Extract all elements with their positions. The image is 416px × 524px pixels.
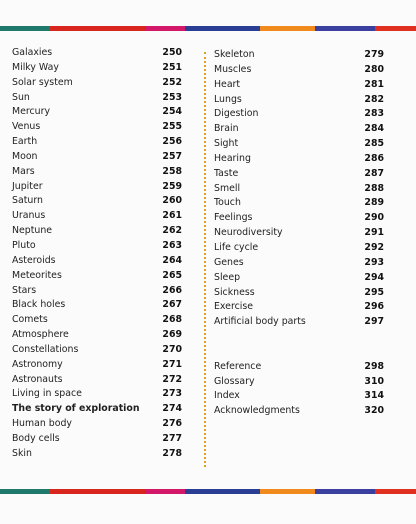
toc-entry-page: 276 xyxy=(162,418,182,430)
toc-entry xyxy=(12,373,182,388)
toc-entry-title: Mercury xyxy=(12,106,51,118)
toc-entry-title: Uranus xyxy=(12,210,46,222)
toc-entry xyxy=(12,387,182,402)
toc-entry-title: Meteorites xyxy=(12,269,62,281)
toc-entry xyxy=(214,152,384,167)
toc-entry-title: Saturn xyxy=(12,195,43,207)
toc-entry-page: 260 xyxy=(162,195,182,207)
toc-entry xyxy=(214,48,384,63)
toc-entry-page: 281 xyxy=(364,78,384,90)
toc-entry xyxy=(12,180,182,195)
toc-entry-page: 291 xyxy=(364,227,384,239)
toc-entry-title: Brain xyxy=(214,123,239,135)
toc-entry xyxy=(12,91,182,106)
toc-entry xyxy=(12,313,182,328)
toc-entry-title: Acknowledgments xyxy=(214,405,300,417)
toc-entry xyxy=(12,254,182,269)
toc-entry xyxy=(12,447,182,462)
toc-entry-title: Stars xyxy=(12,284,37,296)
toc-entry-page: 288 xyxy=(364,182,384,194)
toc-entry-title: Milky Way xyxy=(12,61,59,73)
color-stripe-top xyxy=(0,26,416,31)
toc-entry xyxy=(214,107,384,122)
toc-entry-title: Moon xyxy=(12,150,38,162)
toc-entry-title: Neptune xyxy=(12,225,53,237)
toc-entry-page: 293 xyxy=(364,256,384,268)
toc-entry-page: 298 xyxy=(364,360,384,372)
toc-entry xyxy=(214,211,384,226)
toc-entry-title: Earth xyxy=(12,136,38,148)
toc-entry xyxy=(12,328,182,343)
toc-entry-page: 258 xyxy=(162,165,182,177)
stripe-segment xyxy=(145,26,185,31)
toc-entry xyxy=(12,61,182,76)
stripe-segment xyxy=(260,489,315,494)
toc-entry-title: Life cycle xyxy=(214,241,259,253)
toc-entry xyxy=(12,358,182,373)
toc-entry-page: 289 xyxy=(364,197,384,209)
toc-entry xyxy=(214,167,384,182)
toc-entry-title: Hearing xyxy=(214,152,251,164)
toc-entry-page: 280 xyxy=(364,63,384,75)
toc-entry-page: 259 xyxy=(162,180,182,192)
toc-entry-page: 294 xyxy=(364,271,384,283)
toc-entry-title: Exercise xyxy=(214,301,254,313)
toc-entry-page: 286 xyxy=(364,152,384,164)
toc-entry xyxy=(12,209,182,224)
toc-entry xyxy=(12,194,182,209)
stripe-segment xyxy=(0,26,50,31)
toc-entry-page: 257 xyxy=(162,150,182,162)
toc-entry-page: 273 xyxy=(162,388,182,400)
toc-entry-title: Human body xyxy=(12,418,72,430)
toc-entry-title: Sickness xyxy=(214,286,255,298)
toc-entry-title: Artificial body parts xyxy=(214,316,306,328)
toc-entry xyxy=(12,135,182,150)
toc-entry-title: Pluto xyxy=(12,239,36,251)
stripe-segment xyxy=(375,489,416,494)
toc-entry-page: 279 xyxy=(364,49,384,60)
stripe-segment xyxy=(375,26,416,31)
toc-entry xyxy=(214,315,384,330)
toc-entry-title: Black holes xyxy=(12,299,66,311)
toc-entry xyxy=(12,224,182,239)
color-stripe-bottom xyxy=(0,489,416,494)
stripe-segment xyxy=(260,26,315,31)
toc-entry xyxy=(12,402,182,417)
toc-entry-page: 264 xyxy=(162,254,182,266)
section-gap xyxy=(214,330,384,360)
toc-entry-page: 261 xyxy=(162,210,182,222)
toc-entry xyxy=(214,375,384,390)
toc-entry-title: Sun xyxy=(12,91,30,103)
toc-entry xyxy=(214,389,384,404)
toc-entry xyxy=(12,239,182,254)
toc-entry-title: Asteroids xyxy=(12,254,56,266)
toc-entry-title: Smell xyxy=(214,182,241,194)
contents-column-right xyxy=(214,48,384,419)
toc-entry-title: Glossary xyxy=(214,375,255,387)
toc-entry-page: 251 xyxy=(162,61,182,73)
toc-entry-page: 250 xyxy=(162,47,182,58)
toc-entry xyxy=(214,63,384,78)
stripe-segment xyxy=(185,489,260,494)
toc-entry-page: 268 xyxy=(162,314,182,326)
toc-entry-title: Index xyxy=(214,390,240,402)
toc-entry-title: Sleep xyxy=(214,271,241,283)
stripe-segment xyxy=(315,489,375,494)
toc-entry-page: 266 xyxy=(162,284,182,296)
toc-entry-page: 287 xyxy=(364,167,384,179)
stripe-segment xyxy=(50,26,145,31)
toc-entry-page: 278 xyxy=(162,447,182,459)
toc-entry-title: Reference xyxy=(214,360,262,372)
toc-entry-page: 267 xyxy=(162,299,182,311)
toc-entry-page: 271 xyxy=(162,358,182,370)
toc-entry-title: Solar system xyxy=(12,76,73,88)
stripe-segment xyxy=(50,489,145,494)
toc-entry-page: 314 xyxy=(364,390,384,402)
stripe-segment xyxy=(145,489,185,494)
toc-entry-page: 254 xyxy=(162,106,182,118)
toc-entry xyxy=(214,256,384,271)
toc-entry xyxy=(12,343,182,358)
toc-entry-page: 320 xyxy=(364,405,384,417)
toc-entry-page: 253 xyxy=(162,91,182,103)
toc-entry-page: 277 xyxy=(162,432,182,444)
toc-entry-page: 252 xyxy=(162,76,182,88)
toc-entry-page: 310 xyxy=(364,375,384,387)
toc-entry-page: 274 xyxy=(162,403,182,415)
toc-entry xyxy=(214,271,384,286)
toc-entry-page: 290 xyxy=(364,212,384,224)
toc-entry xyxy=(12,46,182,61)
toc-entry-page: 262 xyxy=(162,225,182,237)
toc-entry xyxy=(214,300,384,315)
toc-entry-title: Skeleton xyxy=(214,49,255,60)
toc-entry-page: 270 xyxy=(162,343,182,355)
toc-entry xyxy=(12,269,182,284)
toc-entry xyxy=(214,196,384,211)
toc-entry xyxy=(12,432,182,447)
stripe-segment xyxy=(315,26,375,31)
toc-entry-page: 296 xyxy=(364,301,384,313)
toc-entry xyxy=(214,360,384,375)
toc-entry xyxy=(214,93,384,108)
dotted-divider xyxy=(204,52,206,467)
toc-entry-page: 297 xyxy=(364,316,384,328)
toc-entry-title: Skin xyxy=(12,447,32,459)
toc-entry-page: 295 xyxy=(364,286,384,298)
toc-entry-title: The story of exploration xyxy=(12,403,140,415)
toc-entry-title: Touch xyxy=(214,197,241,209)
toc-entry-page: 285 xyxy=(364,138,384,150)
toc-entry-title: Sight xyxy=(214,138,239,150)
toc-entry-title: Galaxies xyxy=(12,47,53,58)
toc-entry xyxy=(214,122,384,137)
toc-entry-title: Taste xyxy=(214,167,239,179)
toc-entry-page: 265 xyxy=(162,269,182,281)
toc-entry xyxy=(214,78,384,93)
toc-entry xyxy=(214,241,384,256)
toc-entry-title: Feelings xyxy=(214,212,253,224)
toc-entry xyxy=(214,286,384,301)
toc-entry-page: 269 xyxy=(162,329,182,341)
toc-entry-page: 263 xyxy=(162,239,182,251)
toc-entry xyxy=(12,76,182,91)
toc-entry-title: Digestion xyxy=(214,108,259,120)
toc-entry-title: Venus xyxy=(12,121,41,133)
toc-entry-title: Astronauts xyxy=(12,373,63,385)
stripe-segment xyxy=(185,26,260,31)
toc-entry-title: Neurodiversity xyxy=(214,227,283,239)
toc-entry xyxy=(214,226,384,241)
toc-entry xyxy=(12,298,182,313)
toc-entry xyxy=(214,182,384,197)
toc-entry-title: Heart xyxy=(214,78,241,90)
toc-entry-title: Lungs xyxy=(214,93,242,105)
toc-entry-page: 255 xyxy=(162,121,182,133)
toc-entry xyxy=(214,137,384,152)
toc-entry-title: Mars xyxy=(12,165,35,177)
toc-entry-title: Muscles xyxy=(214,63,252,75)
toc-entry xyxy=(12,105,182,120)
toc-entry-page: 292 xyxy=(364,241,384,253)
toc-entry xyxy=(12,284,182,299)
toc-entry-page: 283 xyxy=(364,108,384,120)
toc-entry-title: Comets xyxy=(12,314,48,326)
toc-entry xyxy=(12,165,182,180)
toc-entry-title: Living in space xyxy=(12,388,82,400)
contents-column-left xyxy=(12,46,182,462)
toc-entry-title: Body cells xyxy=(12,432,60,444)
toc-entry-title: Constellations xyxy=(12,343,79,355)
toc-entry-page: 256 xyxy=(162,136,182,148)
stripe-segment xyxy=(0,489,50,494)
toc-entry xyxy=(12,150,182,165)
toc-entry-title: Jupiter xyxy=(12,180,43,192)
toc-entry-page: 272 xyxy=(162,373,182,385)
toc-entry xyxy=(12,417,182,432)
toc-entry-page: 282 xyxy=(364,93,384,105)
toc-entry-title: Genes xyxy=(214,256,244,268)
toc-entry-title: Astronomy xyxy=(12,358,63,370)
toc-entry-title: Atmosphere xyxy=(12,329,69,341)
toc-entry xyxy=(214,404,384,419)
toc-entry xyxy=(12,120,182,135)
toc-entry-page: 284 xyxy=(364,123,384,135)
